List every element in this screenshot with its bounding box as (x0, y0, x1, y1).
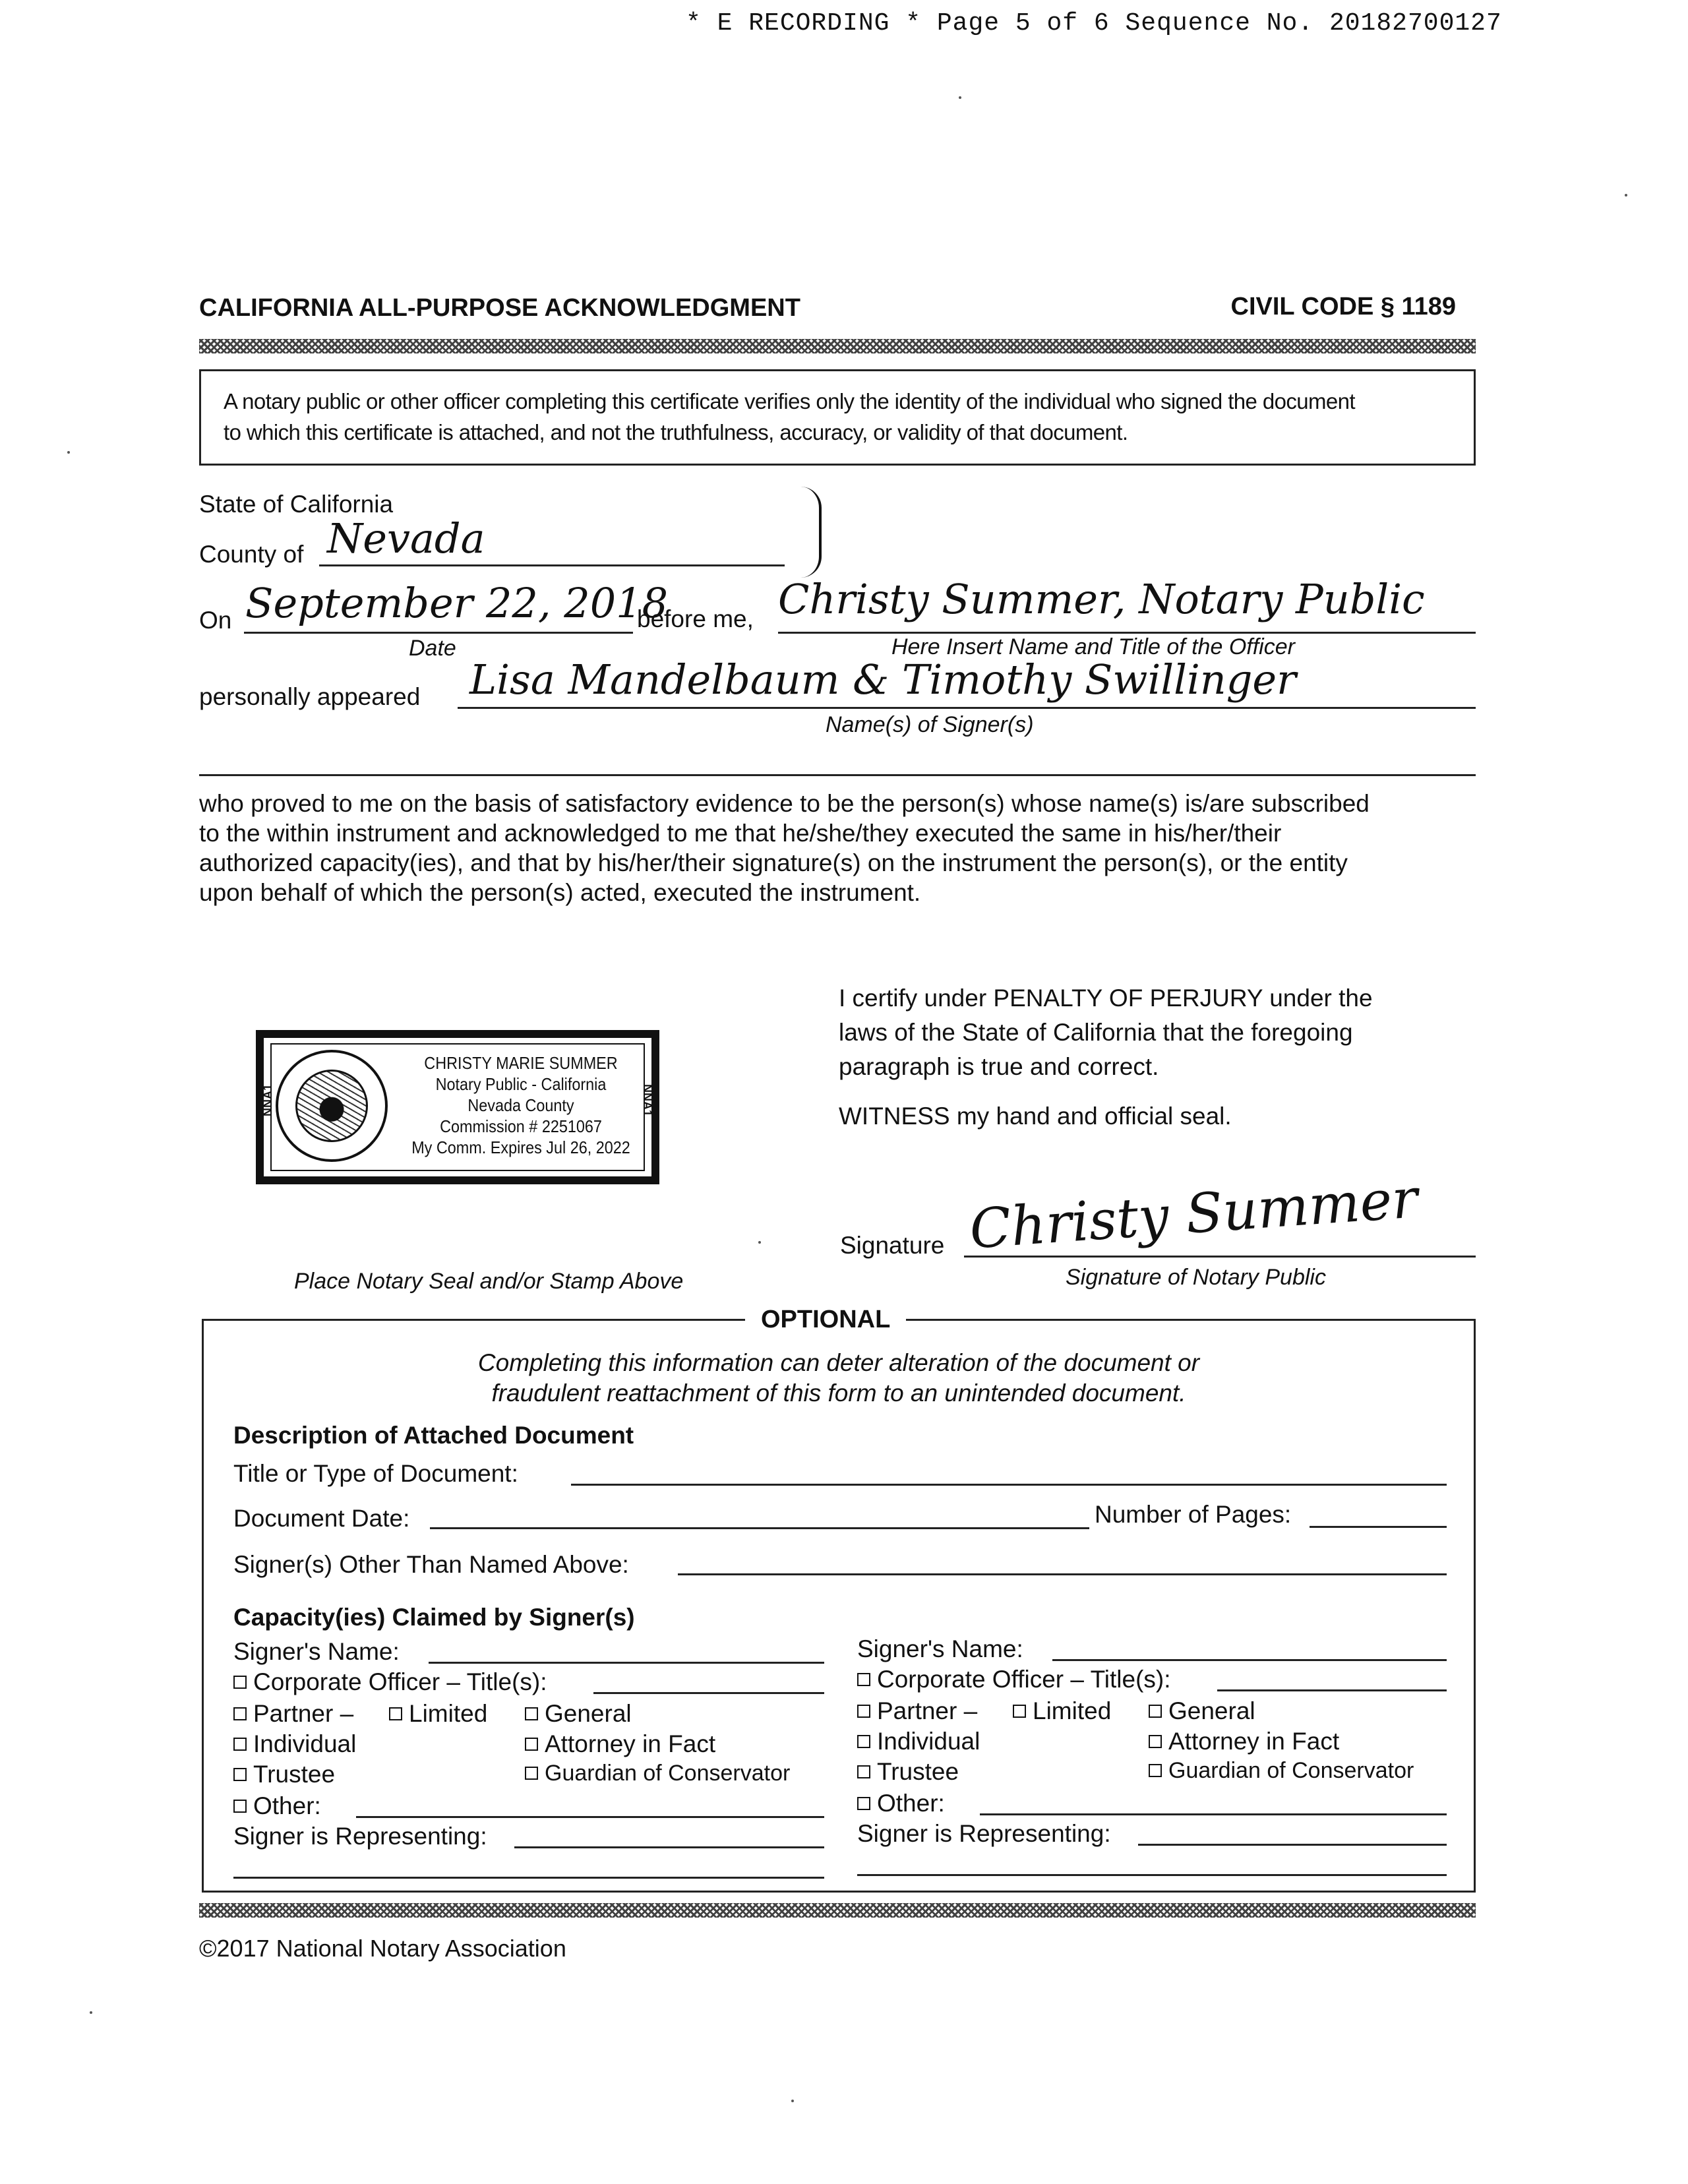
doc-date-label: Document Date: (233, 1505, 410, 1532)
notary-stamp (256, 1030, 659, 1184)
footer-copyright: ©2017 National Notary Association (199, 1935, 566, 1962)
recording-header: * E RECORDING * Page 5 of 6 Sequence No. 20182700127 (686, 9, 1502, 38)
signer2-title-field[interactable] (1217, 1689, 1447, 1691)
signer2-name-label: Signer's Name: (857, 1635, 1023, 1662)
partner-label: Partner – (253, 1700, 354, 1727)
date-line (244, 632, 633, 634)
signer1-individual[interactable] (233, 1730, 356, 1758)
scan-speck (959, 96, 961, 99)
partner-label: Partner – (877, 1697, 978, 1724)
body-line-4: upon behalf of which the person(s) acted, executed the instrument. (199, 879, 921, 906)
california-seal (276, 1050, 388, 1162)
stamp-side-label-left: NNA1 (261, 1084, 274, 1117)
doc-title-label: Title or Type of Document: (233, 1460, 518, 1487)
trustee-label: Trustee (253, 1761, 336, 1788)
civil-code: CIVIL CODE § 1189 (1230, 293, 1456, 320)
body-line-3: authorized capacity(ies), and that by his/her/their signature(s) on the instrument the person(s), or the entity (199, 849, 1348, 876)
seal-emblem-icon (295, 1070, 368, 1142)
signer2-other-field[interactable] (980, 1813, 1447, 1815)
pages-field[interactable] (1310, 1526, 1447, 1528)
signer2-trustee[interactable] (857, 1758, 959, 1786)
signature-label: Signature (840, 1232, 945, 1259)
limited-label: Limited (409, 1700, 488, 1727)
scan-speck (1625, 194, 1627, 197)
limited-label: Limited (1033, 1697, 1112, 1724)
acknowledgment-body (199, 789, 1478, 907)
witness-text: WITNESS my hand and official seal. (839, 1103, 1232, 1130)
scan-speck (758, 1241, 761, 1244)
state-label: State of California (199, 491, 394, 518)
signer1-general[interactable] (525, 1700, 632, 1728)
signer2-representing-extra[interactable] (857, 1874, 1447, 1876)
signer1-corporate-officer[interactable] (233, 1668, 547, 1696)
signer2-general[interactable] (1149, 1697, 1255, 1725)
stamp-side-label-right: NNA1 (641, 1084, 654, 1117)
signer1-representing-label: Signer is Representing: (233, 1823, 487, 1850)
individual-label: Individual (877, 1728, 980, 1755)
signer1-other[interactable] (233, 1792, 321, 1820)
checkbox[interactable] (857, 1797, 870, 1810)
optional-desc-line-2: fraudulent reattachment of this form to an unintended document. (491, 1380, 1186, 1407)
county-line (319, 564, 785, 566)
checkbox[interactable] (233, 1800, 247, 1813)
checkbox[interactable] (857, 1705, 870, 1718)
doc-description-heading: Description of Attached Document (233, 1422, 634, 1449)
form-title: CALIFORNIA ALL-PURPOSE ACKNOWLEDGMENT (199, 294, 800, 322)
trustee-label: Trustee (877, 1758, 959, 1785)
attorney-label: Attorney in Fact (545, 1730, 716, 1757)
notice-line-2: to which this certificate is attached, and not the truthfulness, accuracy, or validity of that document. (224, 420, 1128, 444)
corporate-officer-label: Corporate Officer – Title(s): (253, 1668, 547, 1695)
signer1-attorney[interactable] (525, 1730, 715, 1758)
doc-title-field[interactable] (571, 1484, 1447, 1486)
signer1-representing-extra[interactable] (233, 1877, 824, 1879)
optional-desc-line-1: Completing this information can deter alteration of the document or (477, 1349, 1200, 1376)
other-label: Other: (253, 1792, 321, 1819)
optional-description (202, 1348, 1476, 1409)
general-label: General (1168, 1697, 1255, 1724)
checkbox[interactable] (233, 1768, 247, 1781)
corporate-officer-label: Corporate Officer – Title(s): (877, 1666, 1171, 1693)
before-me-label: before me, (637, 605, 754, 632)
certification-text (839, 981, 1459, 1084)
signer2-representing-field[interactable] (1138, 1844, 1447, 1846)
body-line-1: who proved to me on the basis of satisfactory evidence to be the person(s) whose name(s) is/are subscribed (199, 790, 1370, 817)
top-hatch-border (199, 339, 1476, 353)
checkbox[interactable] (525, 1767, 538, 1780)
officer-line (778, 632, 1476, 634)
other-signers-field[interactable] (678, 1573, 1447, 1575)
guardian-label: Guardian of Conservator (1168, 1758, 1414, 1783)
checkbox[interactable] (525, 1707, 538, 1720)
general-label: General (545, 1700, 632, 1727)
signers-extra-line (199, 774, 1476, 776)
signer2-attorney[interactable] (1149, 1728, 1339, 1755)
attorney-label: Attorney in Fact (1168, 1728, 1340, 1755)
doc-date-field[interactable] (430, 1527, 1089, 1529)
stamp-expires: My Comm. Expires Jul 26, 2022 (411, 1138, 630, 1157)
stamp-title: Notary Public - California (435, 1074, 607, 1094)
notice-line-1: A notary public or other officer completing this certificate verifies only the identity of the individual who signed the document (224, 389, 1355, 413)
body-line-2: to the within instrument and acknowledged to me that he/she/they executed the same in his/her/their (199, 820, 1282, 847)
signer1-name-field[interactable] (429, 1662, 824, 1664)
bottom-hatch-border (199, 1903, 1476, 1918)
stamp-commission: Commission # 2251067 (440, 1116, 602, 1136)
checkbox[interactable] (1149, 1764, 1162, 1777)
appeared-label: personally appeared (199, 683, 421, 710)
signer1-guardian[interactable] (525, 1761, 790, 1786)
on-label: On (199, 607, 232, 634)
optional-label: OPTIONAL (745, 1306, 906, 1334)
other-label: Other: (877, 1790, 945, 1817)
officer-value[interactable]: Christy Summer, Notary Public (778, 575, 1425, 623)
signer1-partner[interactable] (233, 1700, 353, 1728)
date-caption: Date (409, 636, 456, 661)
signer1-representing-field[interactable] (514, 1846, 824, 1848)
signer1-name-label: Signer's Name: (233, 1638, 400, 1665)
checkbox[interactable] (1149, 1735, 1162, 1748)
signer2-representing-label: Signer is Representing: (857, 1820, 1111, 1847)
date-value[interactable]: September 22, 2018 (245, 579, 669, 627)
checkbox[interactable] (857, 1735, 870, 1748)
notary-signature[interactable]: Christy Summer (967, 1167, 1420, 1261)
scan-speck (791, 2100, 794, 2102)
guardian-label: Guardian of Conservator (545, 1761, 791, 1786)
checkbox[interactable] (1149, 1705, 1162, 1718)
scan-speck (90, 2011, 92, 2014)
signer2-individual[interactable] (857, 1728, 980, 1755)
pages-label: Number of Pages: (1095, 1501, 1292, 1528)
cert-line-2: laws of the State of California that the foregoing (839, 1019, 1353, 1046)
signer1-title-field[interactable] (593, 1692, 824, 1694)
stamp-name: CHRISTY MARIE SUMMER (424, 1053, 618, 1073)
signer2-limited[interactable] (1013, 1697, 1111, 1725)
cert-line-3: paragraph is true and correct. (839, 1053, 1159, 1080)
stamp-caption: Place Notary Seal and/or Stamp Above (294, 1269, 684, 1294)
checkbox[interactable] (857, 1673, 870, 1686)
signers-value[interactable]: Lisa Mandelbaum & Timothy Swillinger (469, 655, 1296, 704)
other-signers-label: Signer(s) Other Than Named Above: (233, 1551, 629, 1578)
signer1-other-field[interactable] (356, 1816, 824, 1818)
scan-speck (67, 451, 70, 454)
checkbox[interactable] (233, 1676, 247, 1689)
checkbox[interactable] (233, 1738, 247, 1751)
officer-caption: Here Insert Name and Title of the Officer (891, 634, 1295, 659)
signer2-other[interactable] (857, 1790, 945, 1817)
signer1-limited[interactable] (389, 1700, 487, 1728)
checkbox[interactable] (1013, 1705, 1026, 1718)
capacity-heading: Capacity(ies) Claimed by Signer(s) (233, 1604, 635, 1631)
notice-box (199, 369, 1476, 466)
signer2-guardian[interactable] (1149, 1758, 1414, 1784)
checkbox[interactable] (525, 1738, 538, 1751)
signer2-partner[interactable] (857, 1697, 977, 1725)
signature-caption: Signature of Notary Public (1066, 1265, 1326, 1290)
individual-label: Individual (253, 1730, 357, 1757)
checkbox[interactable] (857, 1765, 870, 1778)
signer2-corporate-officer[interactable] (857, 1666, 1171, 1693)
signer2-name-field[interactable] (1052, 1659, 1447, 1661)
county-label: County of (199, 541, 304, 568)
signers-line (458, 707, 1476, 709)
stamp-county: Nevada County (467, 1095, 574, 1115)
signers-caption: Name(s) of Signer(s) (826, 712, 1034, 737)
venue-brace (800, 487, 822, 578)
cert-line-1: I certify under PENALTY OF PERJURY under the (839, 985, 1373, 1012)
stamp-text (407, 1052, 635, 1158)
checkbox[interactable] (389, 1707, 402, 1720)
signer1-trustee[interactable] (233, 1761, 335, 1788)
county-value[interactable]: Nevada (327, 514, 485, 562)
checkbox[interactable] (233, 1707, 247, 1720)
